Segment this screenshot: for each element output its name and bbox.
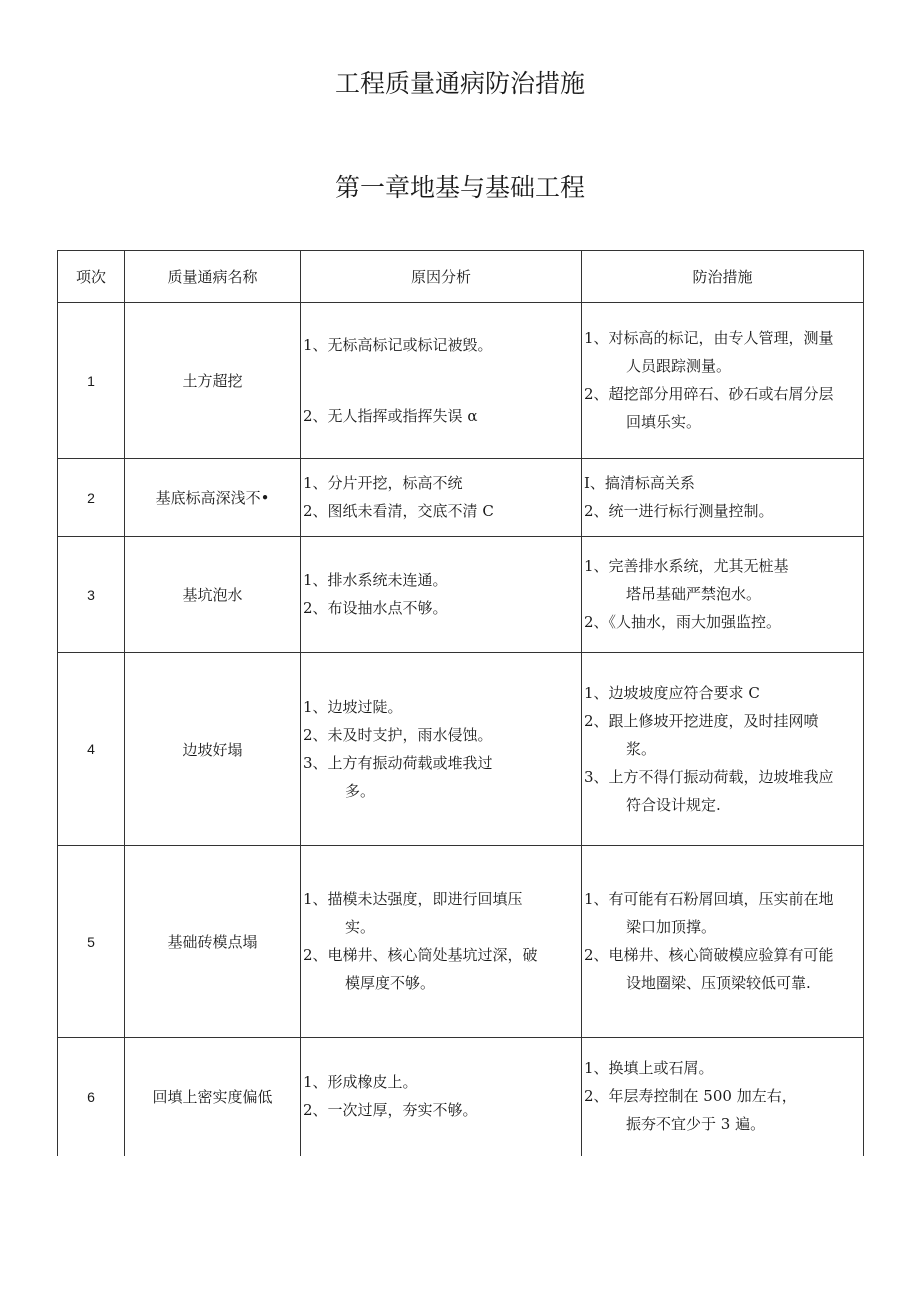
table-header-row	[58, 251, 864, 303]
cause-line: 2、图纸未看清，交底不清 C	[303, 502, 494, 520]
measure-line: 设地圈梁、压顶梁较低可靠.	[626, 974, 811, 992]
measure-line: 梁口加顶撑。	[626, 918, 717, 936]
cause-line: 2、未及时支护，雨水侵蚀。	[303, 725, 493, 744]
measure-line: 2、统一进行标行测量控制。	[584, 502, 774, 520]
measure-line: 振夯不宜少于 3 遍。	[626, 1115, 766, 1134]
table-row	[58, 1038, 864, 1156]
table-row	[58, 537, 864, 653]
cause-line: 2、无人指挥或指挥失误 α	[303, 406, 478, 425]
cause-line: 2、一次过厚，夯实不够。	[303, 1101, 478, 1120]
cause-cell	[301, 1038, 582, 1156]
cause-line: 1、边坡过陡。	[303, 697, 403, 716]
measure-line: 1、换填上或石屑。	[584, 1059, 714, 1078]
measure-line: 浆。	[626, 739, 657, 758]
header-cause-analysis: 原因分析	[301, 251, 582, 303]
measure-cell	[582, 459, 864, 537]
cause-line: 1、形成橡皮上。	[303, 1073, 418, 1092]
measure-cell	[582, 846, 864, 1038]
cause-line: 1、描模未达强度，即进行回填压	[303, 890, 523, 908]
row-number: 2	[58, 459, 125, 537]
measure-line: 2、跟上修坡开挖进度，及时挂网喷	[584, 711, 819, 730]
measure-line: 1、有可能有石粉屑回填，压实前在地	[584, 890, 834, 908]
document-title: 工程质量通病防治措施	[334, 69, 585, 98]
cause-line: 2、电梯井、核心筒处基坑过深，破	[303, 946, 538, 964]
header-prevention-measures: 防治措施	[582, 251, 864, 303]
cause-cell	[301, 653, 582, 846]
defect-name: 边坡好塌	[125, 653, 301, 846]
table-row	[58, 303, 864, 459]
cause-line: 1、无标高标记或标记被毁。	[303, 335, 493, 354]
cause-line: 1、排水系统未连通。	[303, 571, 448, 589]
table-row	[58, 653, 864, 846]
defect-name: 基坑泡水	[125, 537, 301, 653]
measure-line: 1、边坡坡度应符合要求 C	[584, 683, 760, 702]
measure-line: 2、电梯井、核心筒破模应验算有可能	[584, 946, 834, 964]
measure-line: 塔吊基础严禁泡水。	[626, 585, 762, 603]
measure-cell	[582, 653, 864, 846]
row-number: 4	[58, 653, 125, 846]
cause-line: 模厚度不够。	[345, 974, 436, 992]
measure-line: I、搞清标高关系	[584, 474, 695, 492]
cause-line: 3、上方有振动荷载或堆我过	[303, 753, 493, 772]
defects-table	[57, 250, 864, 1156]
cause-cell	[301, 846, 582, 1038]
measure-line: 回填乐实。	[626, 413, 702, 431]
measure-line: 1、对标高的标记，由专人管理，测量	[584, 329, 834, 347]
table-row	[58, 459, 864, 537]
measure-cell	[582, 537, 864, 653]
row-number: 1	[58, 303, 125, 459]
measure-line: 1、完善排水系统，尤其无桩基	[584, 557, 789, 575]
defect-name: 土方超挖	[125, 303, 301, 459]
defect-name: 基底标高深浅不•	[125, 459, 301, 537]
row-number: 5	[58, 846, 125, 1038]
header-item-no: 项次	[58, 251, 125, 303]
chapter-title: 第一章地基与基础工程	[334, 173, 585, 202]
measure-cell	[582, 1038, 864, 1156]
measure-line: 人员跟踪测量。	[626, 357, 732, 375]
header-defect-name: 质量通病名称	[125, 251, 301, 303]
cause-line: 1、分片开挖，标高不统	[303, 474, 463, 492]
defect-name: 回填上密实度偏低	[125, 1038, 301, 1156]
row-number: 3	[58, 537, 125, 653]
measure-cell	[582, 303, 864, 459]
row-number: 6	[58, 1038, 125, 1156]
cause-cell	[301, 303, 582, 459]
cause-line: 实。	[345, 918, 376, 936]
cause-line: 2、布设抽水点不够。	[303, 599, 448, 617]
measure-line: 2、超挖部分用碎石、砂石或右屑分层	[584, 385, 834, 403]
cause-line: 多。	[345, 781, 376, 800]
cause-cell	[301, 459, 582, 537]
measure-line: 2、年层寿控制在 500 加左右，	[584, 1087, 797, 1106]
measure-line: 2、《人抽水，雨大加强监控。	[584, 613, 782, 631]
cause-cell	[301, 537, 582, 653]
defect-name: 基础砖模点塌	[125, 846, 301, 1038]
table-row	[58, 846, 864, 1038]
measure-line: 符合设计规定.	[626, 795, 721, 814]
measure-line: 3、上方不得仃振动荷载，边坡堆我应	[584, 767, 834, 786]
